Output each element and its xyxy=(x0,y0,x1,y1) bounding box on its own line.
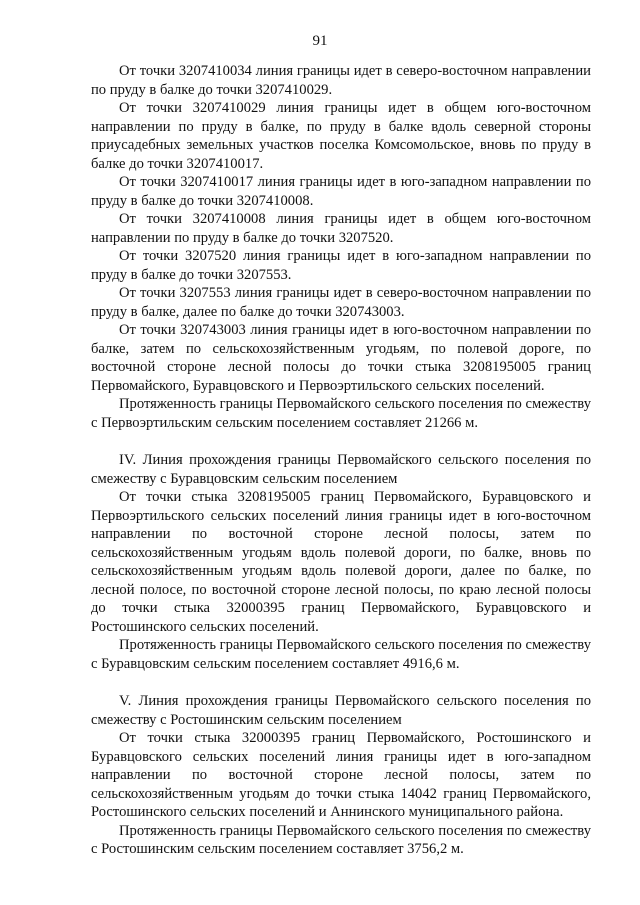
paragraph: От точки 320743003 линия границы идет в юго-восточном направлении по балке, затем по сельскохозяйственным угодьям, по полевой дороге, по восточной стороне лесной полосы до точки стыка 3208195005 границ Первомайского, Буравцовского и Первоэртильского сельских поселений. xyxy=(91,322,591,394)
section-gap xyxy=(91,432,591,451)
paragraph: От точки стыка 3208195005 границ Первомайского, Буравцовского и Первоэртильского сельских поселений линия границы идет в юго-восточном направлении по восточной стороне лесной полосы, затем по сельскохозяйственным угодьям вдоль полевой дороги, по балке, вновь по сельскохозяйственным угодьям вдоль полевой дороги, далее по балке, по лесной полосе, по восточной стороне лесной полосы, по краю лесной полосы до точки стыка 32000395 границ Первомайского, Буравцовского и Ростошинского сельских поселений. xyxy=(91,489,591,635)
paragraph: Протяженность границы Первомайского сельского поселения по смежеству с Первоэртильским сельским поселением составляет 21266 м. xyxy=(91,396,591,431)
section-heading-iv: IV. Линия прохождения границы Первомайского сельского поселения по смежеству с Буравцовским сельским поселением xyxy=(91,452,591,487)
paragraph: От точки 3207410029 линия границы идет в общем юго-восточном направлении по пруду в балке, по пруду в балке вдоль северной стороны приусадебных земельных участков поселка Комсомольское, вновь по пруду в балке до точки 3207410017. xyxy=(91,100,591,172)
paragraph: От точки 3207553 линия границы идет в северо-восточном направлении по пруду в балке, далее по балке до точки 320743003. xyxy=(91,285,591,320)
page-number: 91 xyxy=(312,33,328,49)
section-heading-v: V. Линия прохождения границы Первомайского сельского поселения по смежеству с Ростошинским сельским поселением xyxy=(91,693,591,728)
paragraph: От точки 3207410017 линия границы идет в юго-западном направлении по пруду в балке до точки 3207410008. xyxy=(91,174,591,209)
document-body xyxy=(91,62,591,859)
paragraph: От точки стыка 32000395 границ Первомайского, Ростошинского и Буравцовского сельских поселений линия границы идет в юго-западном направлении по восточной стороне лесной полосы, затем по сельскохозяйственным угодьям до точки стыка 14042 границ Первомайского, Ростошинского сельских поселений и Аннинского муниципального района. xyxy=(91,730,591,820)
paragraph: От точки 3207410008 линия границы идет в общем юго-восточном направлении по пруду в балке до точки 3207520. xyxy=(91,211,591,246)
paragraph: От точки 3207520 линия границы идет в юго-западном направлении по пруду в балке до точки 3207553. xyxy=(91,248,591,283)
section-gap xyxy=(91,673,591,692)
paragraph: Протяженность границы Первомайского сельского поселения по смежеству с Ростошинским сельским поселением составляет 3756,2 м. xyxy=(91,822,591,857)
paragraph: Протяженность границы Первомайского сельского поселения по смежеству с Буравцовским сельским поселением составляет 4916,6 м. xyxy=(91,637,591,672)
paragraph: От точки 3207410034 линия границы идет в северо-восточном направлении по пруду в балке до точки 3207410029. xyxy=(91,63,591,98)
